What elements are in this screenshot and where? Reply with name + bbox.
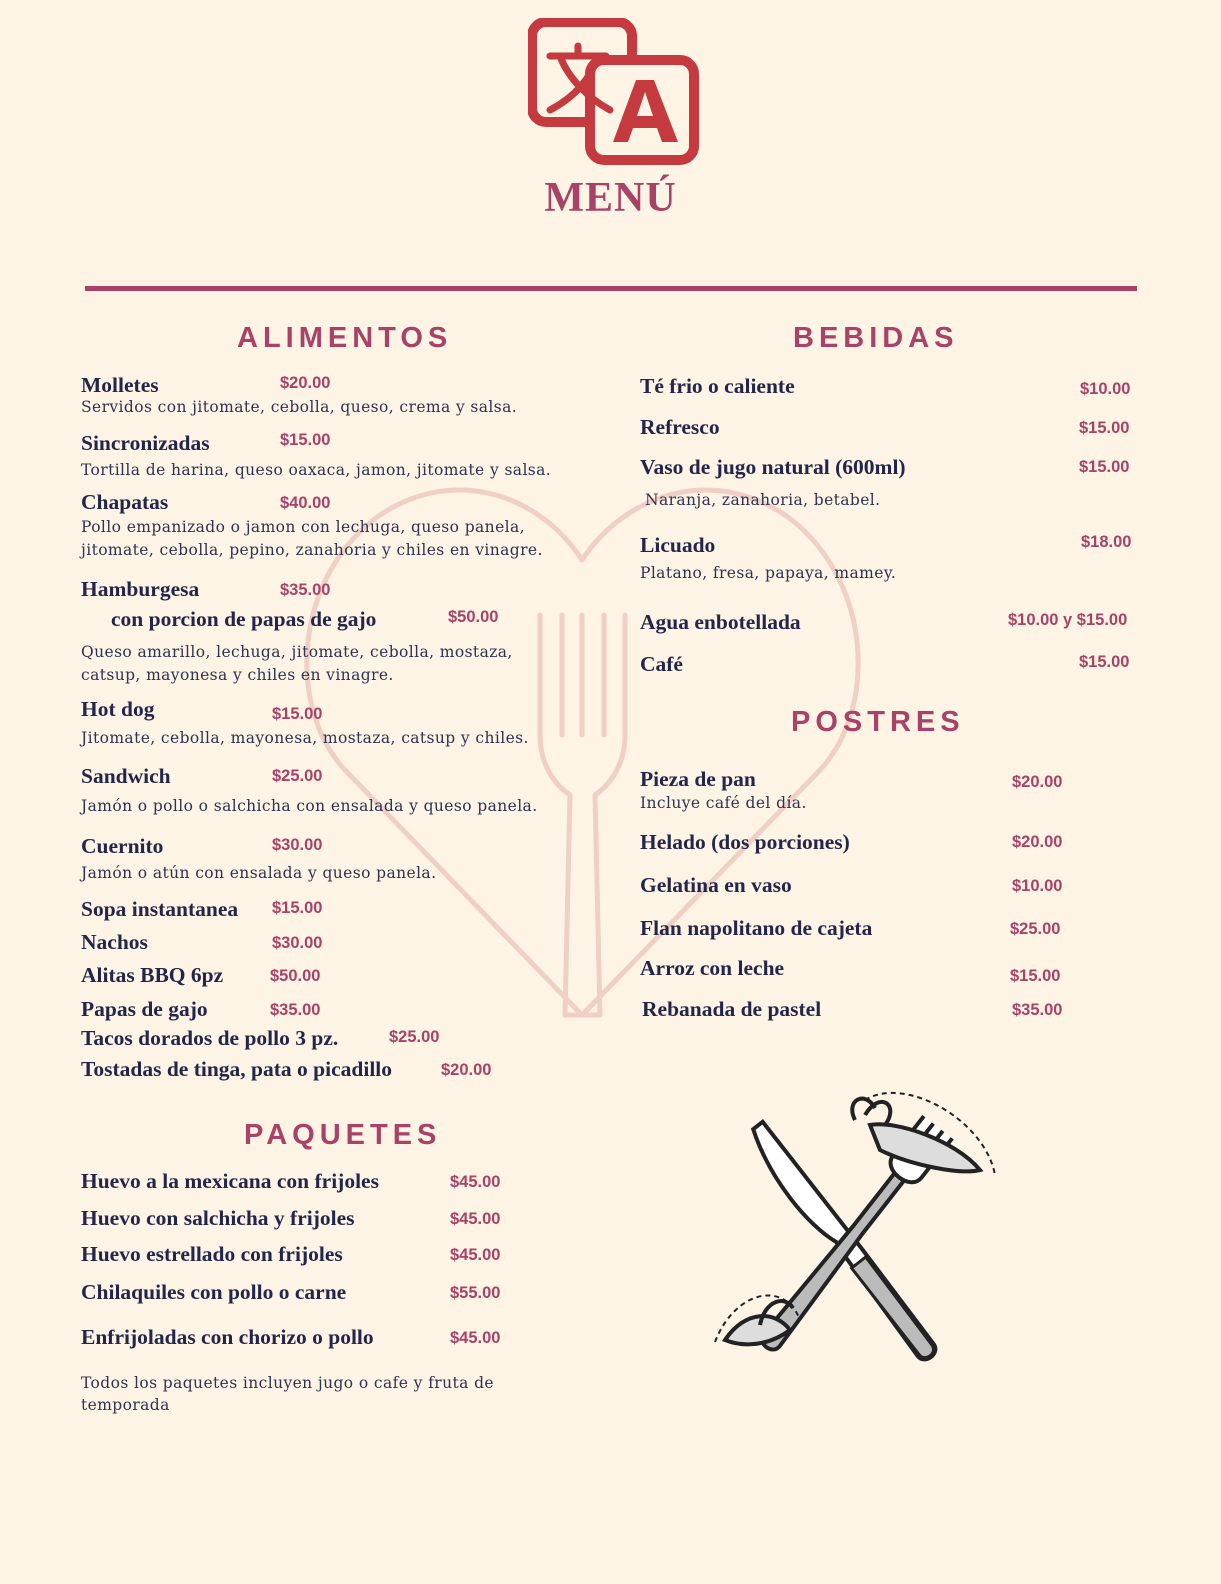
menu-item-name: Huevo estrellado con frijoles xyxy=(81,1242,343,1266)
menu-item-desc: jitomate, cebolla, pepino, zanahoria y chiles en vinagre. xyxy=(81,541,543,559)
menu-item-price: $55.00 xyxy=(450,1284,501,1302)
menu-item-name: Café xyxy=(640,652,683,676)
menu-item-price: $35.00 xyxy=(270,1001,321,1019)
menu-item-price: $20.00 xyxy=(280,374,331,392)
menu-item-name: Vaso de jugo natural (600ml) xyxy=(640,455,906,479)
menu-item-name: Gelatina en vaso xyxy=(640,873,792,897)
page-title: MENÚ xyxy=(544,175,677,221)
menu-item-price: $15.00 xyxy=(280,431,331,449)
menu-item-subprice: $50.00 xyxy=(448,608,499,626)
menu-item-name: Cuernito xyxy=(81,834,164,858)
menu-item-name: Hot dog xyxy=(81,697,155,721)
menu-item-name: Nachos xyxy=(81,930,148,954)
menu-item-name: Alitas BBQ 6pz xyxy=(81,963,224,987)
menu-item-price: $25.00 xyxy=(389,1028,440,1046)
menu-item-name: Rebanada de pastel xyxy=(642,997,822,1021)
menu-item-name: Refresco xyxy=(640,415,720,439)
menu-item-name: Chapatas xyxy=(81,490,169,514)
menu-item-name: Huevo con salchicha y frijoles xyxy=(81,1206,355,1230)
menu-item-price: $18.00 xyxy=(1081,533,1132,551)
paquetes-heading: PAQUETES xyxy=(244,1119,442,1151)
menu-item-desc: Incluye café del día. xyxy=(640,794,807,812)
menu-item-price: $10.00 xyxy=(1080,380,1131,398)
menu-item-name: Flan napolitano de cajeta xyxy=(640,916,873,940)
menu-item-price: $30.00 xyxy=(272,836,323,854)
menu-item-desc: Platano, fresa, papaya, mamey. xyxy=(640,564,897,582)
menu-item-price: $15.00 xyxy=(1010,967,1061,985)
menu-item-desc: catsup, mayonesa y chiles en vinagre. xyxy=(81,666,394,684)
menu-item-price: $25.00 xyxy=(272,767,323,785)
menu-item-price: $15.00 xyxy=(1079,458,1130,476)
menu-item-name: Sopa instantanea xyxy=(81,897,239,921)
menu-item-name: Helado (dos porciones) xyxy=(640,830,850,854)
menu-item-name: Sincronizadas xyxy=(81,431,210,455)
crossed-cutlery-icon xyxy=(705,1080,1005,1400)
menu-item-desc: Jamón o pollo o salchicha con ensalada y queso panela. xyxy=(81,797,538,815)
menu-item-desc: Jitomate, cebolla, mayonesa, mostaza, catsup y chiles. xyxy=(81,729,529,747)
translate-icon xyxy=(528,18,700,168)
menu-item-desc: Pollo empanizado o jamon con lechuga, queso panela, xyxy=(81,518,525,536)
menu-item-price: $15.00 xyxy=(272,899,323,917)
menu-item-name: Sandwich xyxy=(81,764,171,788)
menu-item-price: $40.00 xyxy=(280,494,331,512)
menu-item-name: Licuado xyxy=(640,533,716,557)
menu-item-name: Té frio o caliente xyxy=(640,374,795,398)
menu-item-desc: Jamón o atún con ensalada y queso panela. xyxy=(81,864,437,882)
menu-item-name: Molletes xyxy=(81,373,159,397)
menu-item-price: $20.00 xyxy=(1012,833,1063,851)
menu-item-price: $45.00 xyxy=(450,1210,501,1228)
menu-item-desc: Tortilla de harina, queso oaxaca, jamon, jitomate y salsa. xyxy=(81,461,552,479)
menu-item-name: Hamburgesa xyxy=(81,577,200,601)
menu-item-name: Huevo a la mexicana con frijoles xyxy=(81,1169,379,1193)
menu-item-desc: Servidos con jitomate, cebolla, queso, crema y salsa. xyxy=(81,398,518,416)
menu-item-name: Arroz con leche xyxy=(640,956,785,980)
menu-item-desc: Naranja, zanahoria, betabel. xyxy=(645,491,881,509)
menu-item-price: $30.00 xyxy=(272,934,323,952)
menu-item-price: $45.00 xyxy=(450,1329,501,1347)
alimentos-heading: ALIMENTOS xyxy=(237,322,453,354)
menu-item-name: Enfrijoladas con chorizo o pollo xyxy=(81,1325,374,1349)
paquetes-note: Todos los paquetes incluyen jugo o cafe y fruta de xyxy=(81,1374,494,1392)
menu-item-price: $50.00 xyxy=(270,967,321,985)
menu-item-subname: con porcion de papas de gajo xyxy=(111,607,377,631)
menu-item-price: $20.00 xyxy=(441,1061,492,1079)
menu-item-price: $35.00 xyxy=(280,581,331,599)
menu-item-name: Papas de gajo xyxy=(81,997,208,1021)
menu-item-name: Tostadas de tinga, pata o picadillo xyxy=(81,1057,393,1081)
postres-heading: POSTRES xyxy=(791,706,965,738)
menu-item-price: $45.00 xyxy=(450,1173,501,1191)
menu-item-name: Chilaquiles con pollo o carne xyxy=(81,1280,347,1304)
menu-item-price: $15.00 xyxy=(1079,419,1130,437)
divider xyxy=(85,286,1137,291)
menu-item-name: Tacos dorados de pollo 3 pz. xyxy=(81,1026,339,1050)
menu-item-price: $10.00 y $15.00 xyxy=(1008,611,1128,629)
menu-item-name: Pieza de pan xyxy=(640,767,756,791)
menu-item-price: $25.00 xyxy=(1010,920,1061,938)
paquetes-note: temporada xyxy=(81,1396,170,1414)
menu-item-price: $20.00 xyxy=(1012,773,1063,791)
menu-item-name: Agua enbotellada xyxy=(640,610,801,634)
menu-item-desc: Queso amarillo, lechuga, jitomate, cebolla, mostaza, xyxy=(81,643,513,661)
menu-item-price: $10.00 xyxy=(1012,877,1063,895)
bebidas-heading: BEBIDAS xyxy=(793,322,959,354)
menu-item-price: $15.00 xyxy=(1079,653,1130,671)
menu-item-price: $35.00 xyxy=(1012,1001,1063,1019)
menu-item-price: $15.00 xyxy=(272,705,323,723)
menu-item-price: $45.00 xyxy=(450,1246,501,1264)
